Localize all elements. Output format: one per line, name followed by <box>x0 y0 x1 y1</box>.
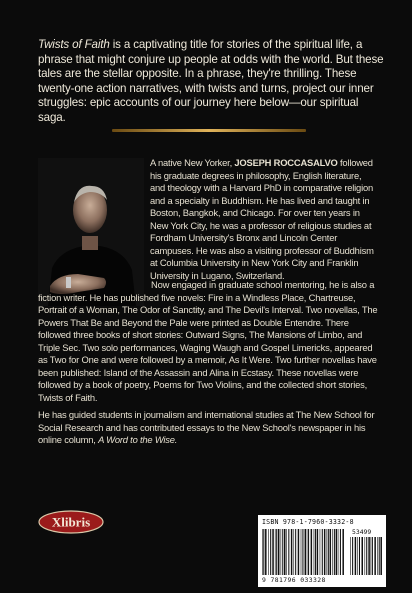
barcode-bar <box>372 537 373 575</box>
barcode-bar <box>286 529 287 575</box>
barcode-digits: 9 781796 033328 <box>262 576 326 584</box>
barcode-bar <box>262 529 263 575</box>
barcode-bar <box>301 529 302 575</box>
barcode-bar <box>281 529 282 575</box>
barcode-bar <box>324 529 326 575</box>
xlibris-logo <box>38 510 104 534</box>
barcode-bar <box>368 537 370 575</box>
barcode-bar <box>327 529 328 575</box>
barcode-bar <box>365 537 366 575</box>
barcode-bar <box>328 529 329 575</box>
barcode-bar <box>379 537 380 575</box>
barcode-bar <box>322 529 323 575</box>
isbn-barcode <box>258 515 386 587</box>
barcode-bar <box>288 529 289 575</box>
barcode-bar <box>374 537 376 575</box>
barcode-bar <box>340 529 341 575</box>
barcode-bar <box>352 537 353 575</box>
blurb-title: Twists of Faith <box>38 38 110 51</box>
barcode-bar <box>291 529 293 575</box>
barcode-bar <box>371 537 372 575</box>
cover-blurb <box>38 38 384 126</box>
barcode-bar <box>282 529 283 575</box>
barcode-bar <box>359 537 360 575</box>
addon-barcode-bars <box>350 537 382 575</box>
barcode-bar <box>317 529 319 575</box>
isbn-number: ISBN 978-1-7960-3332-8 <box>262 518 354 526</box>
barcode-bar <box>336 529 338 575</box>
barcode-bar <box>295 529 296 575</box>
barcode-bar <box>293 529 294 575</box>
barcode-bar <box>338 529 339 575</box>
barcode-bar <box>311 529 313 575</box>
bio-paragraph-3 <box>38 409 378 447</box>
column-title: A Word to the Wise. <box>98 434 178 445</box>
barcode-bar <box>342 529 344 575</box>
barcode-bar <box>270 529 271 575</box>
barcode-bar <box>305 529 307 575</box>
gold-divider <box>112 129 306 132</box>
barcode-bar <box>314 529 315 575</box>
barcode-bar <box>330 529 332 575</box>
barcode-bar <box>268 529 269 575</box>
barcode-bar <box>334 529 335 575</box>
bio-paragraph-1 <box>150 157 376 282</box>
ean-barcode-bars <box>262 529 346 575</box>
blurb-text: is a captivating title for stories of the spiritual life, a phrase that might conjure up people at odds with the world. But these tales are the stellar opposite. In a phrase, they're thrilling. These twenty-one action narratives, with twists and turns, project our inner struggles: epic accounts of our journey here below—our spiritual saga. <box>38 38 384 124</box>
barcode-bar <box>362 537 364 575</box>
barcode-bar <box>276 529 277 575</box>
barcode-bar <box>307 529 308 575</box>
bio-p3-text: He has guided students in journalism and international studies at The New School for Social Research and has contributed essays to the New School's newspaper in his online column, <box>38 409 375 445</box>
barcode-bar <box>298 529 300 575</box>
barcode-bar <box>355 537 357 575</box>
barcode-bar <box>332 529 333 575</box>
barcode-bar <box>308 529 309 575</box>
price-code: 53499 <box>352 528 372 536</box>
barcode-bar <box>350 537 351 575</box>
barcode-bar <box>380 537 382 575</box>
barcode-bar <box>275 529 276 575</box>
barcode-bar <box>263 529 264 575</box>
barcode-bar <box>284 529 286 575</box>
barcode-bar <box>377 537 378 575</box>
bio-intro: A native New Yorker, <box>150 157 235 168</box>
barcode-bar <box>302 529 303 575</box>
bio-paragraph-2: Now engaged in graduate school mentoring, he is also a fiction writer. He has published five novels: Fire in a Windless Place, Chartreuse, Portrait of a Woman, The Odor of Sanctity, and The Devil's Interval. Two novellas, The Powers That Be and Beyond the Pale were printed as Double Entendre. There followed three books of short stories: Outward Signs, The Mansions of Limbo, and Triple Sec. Two solo performances, Waging Waugh and Gospel Limericks, appeared as Two for One and were followed by a memoir, As It Were. Two further novellas have been published: Island of the Assassin and Alina in Ecstasy. These novellas were followed by a book of poetry, Poems for Two Violins, and the collected short stories, Twists of Faith. <box>38 279 378 403</box>
barcode-bar <box>265 529 267 575</box>
author-name: JOSEPH ROCCASALVO <box>234 157 338 168</box>
barcode-bar <box>366 537 367 575</box>
barcode-bar <box>272 529 274 575</box>
bio-p1-text: followed his graduate degrees in philosophy, English literature, and theology with a Harvard PhD in comparative religion and a specialty in Buddhism. He has lived and taught in Boston, Bangkok, and Chicago. For over ten years in New York City, he was a professor of religious studies at Fordham University's Bronx and Lincoln Center campuses. He was also a visiting professor of Buddhism at Columbia University in New York City and Franklin University in Lugano, Switzerland. <box>150 157 374 281</box>
xlibris-logo-text: Xlibris <box>51 514 91 530</box>
barcode-bar <box>320 529 321 575</box>
barcode-bar <box>315 529 316 575</box>
barcode-bar <box>357 537 358 575</box>
barcode-bar <box>278 529 280 575</box>
